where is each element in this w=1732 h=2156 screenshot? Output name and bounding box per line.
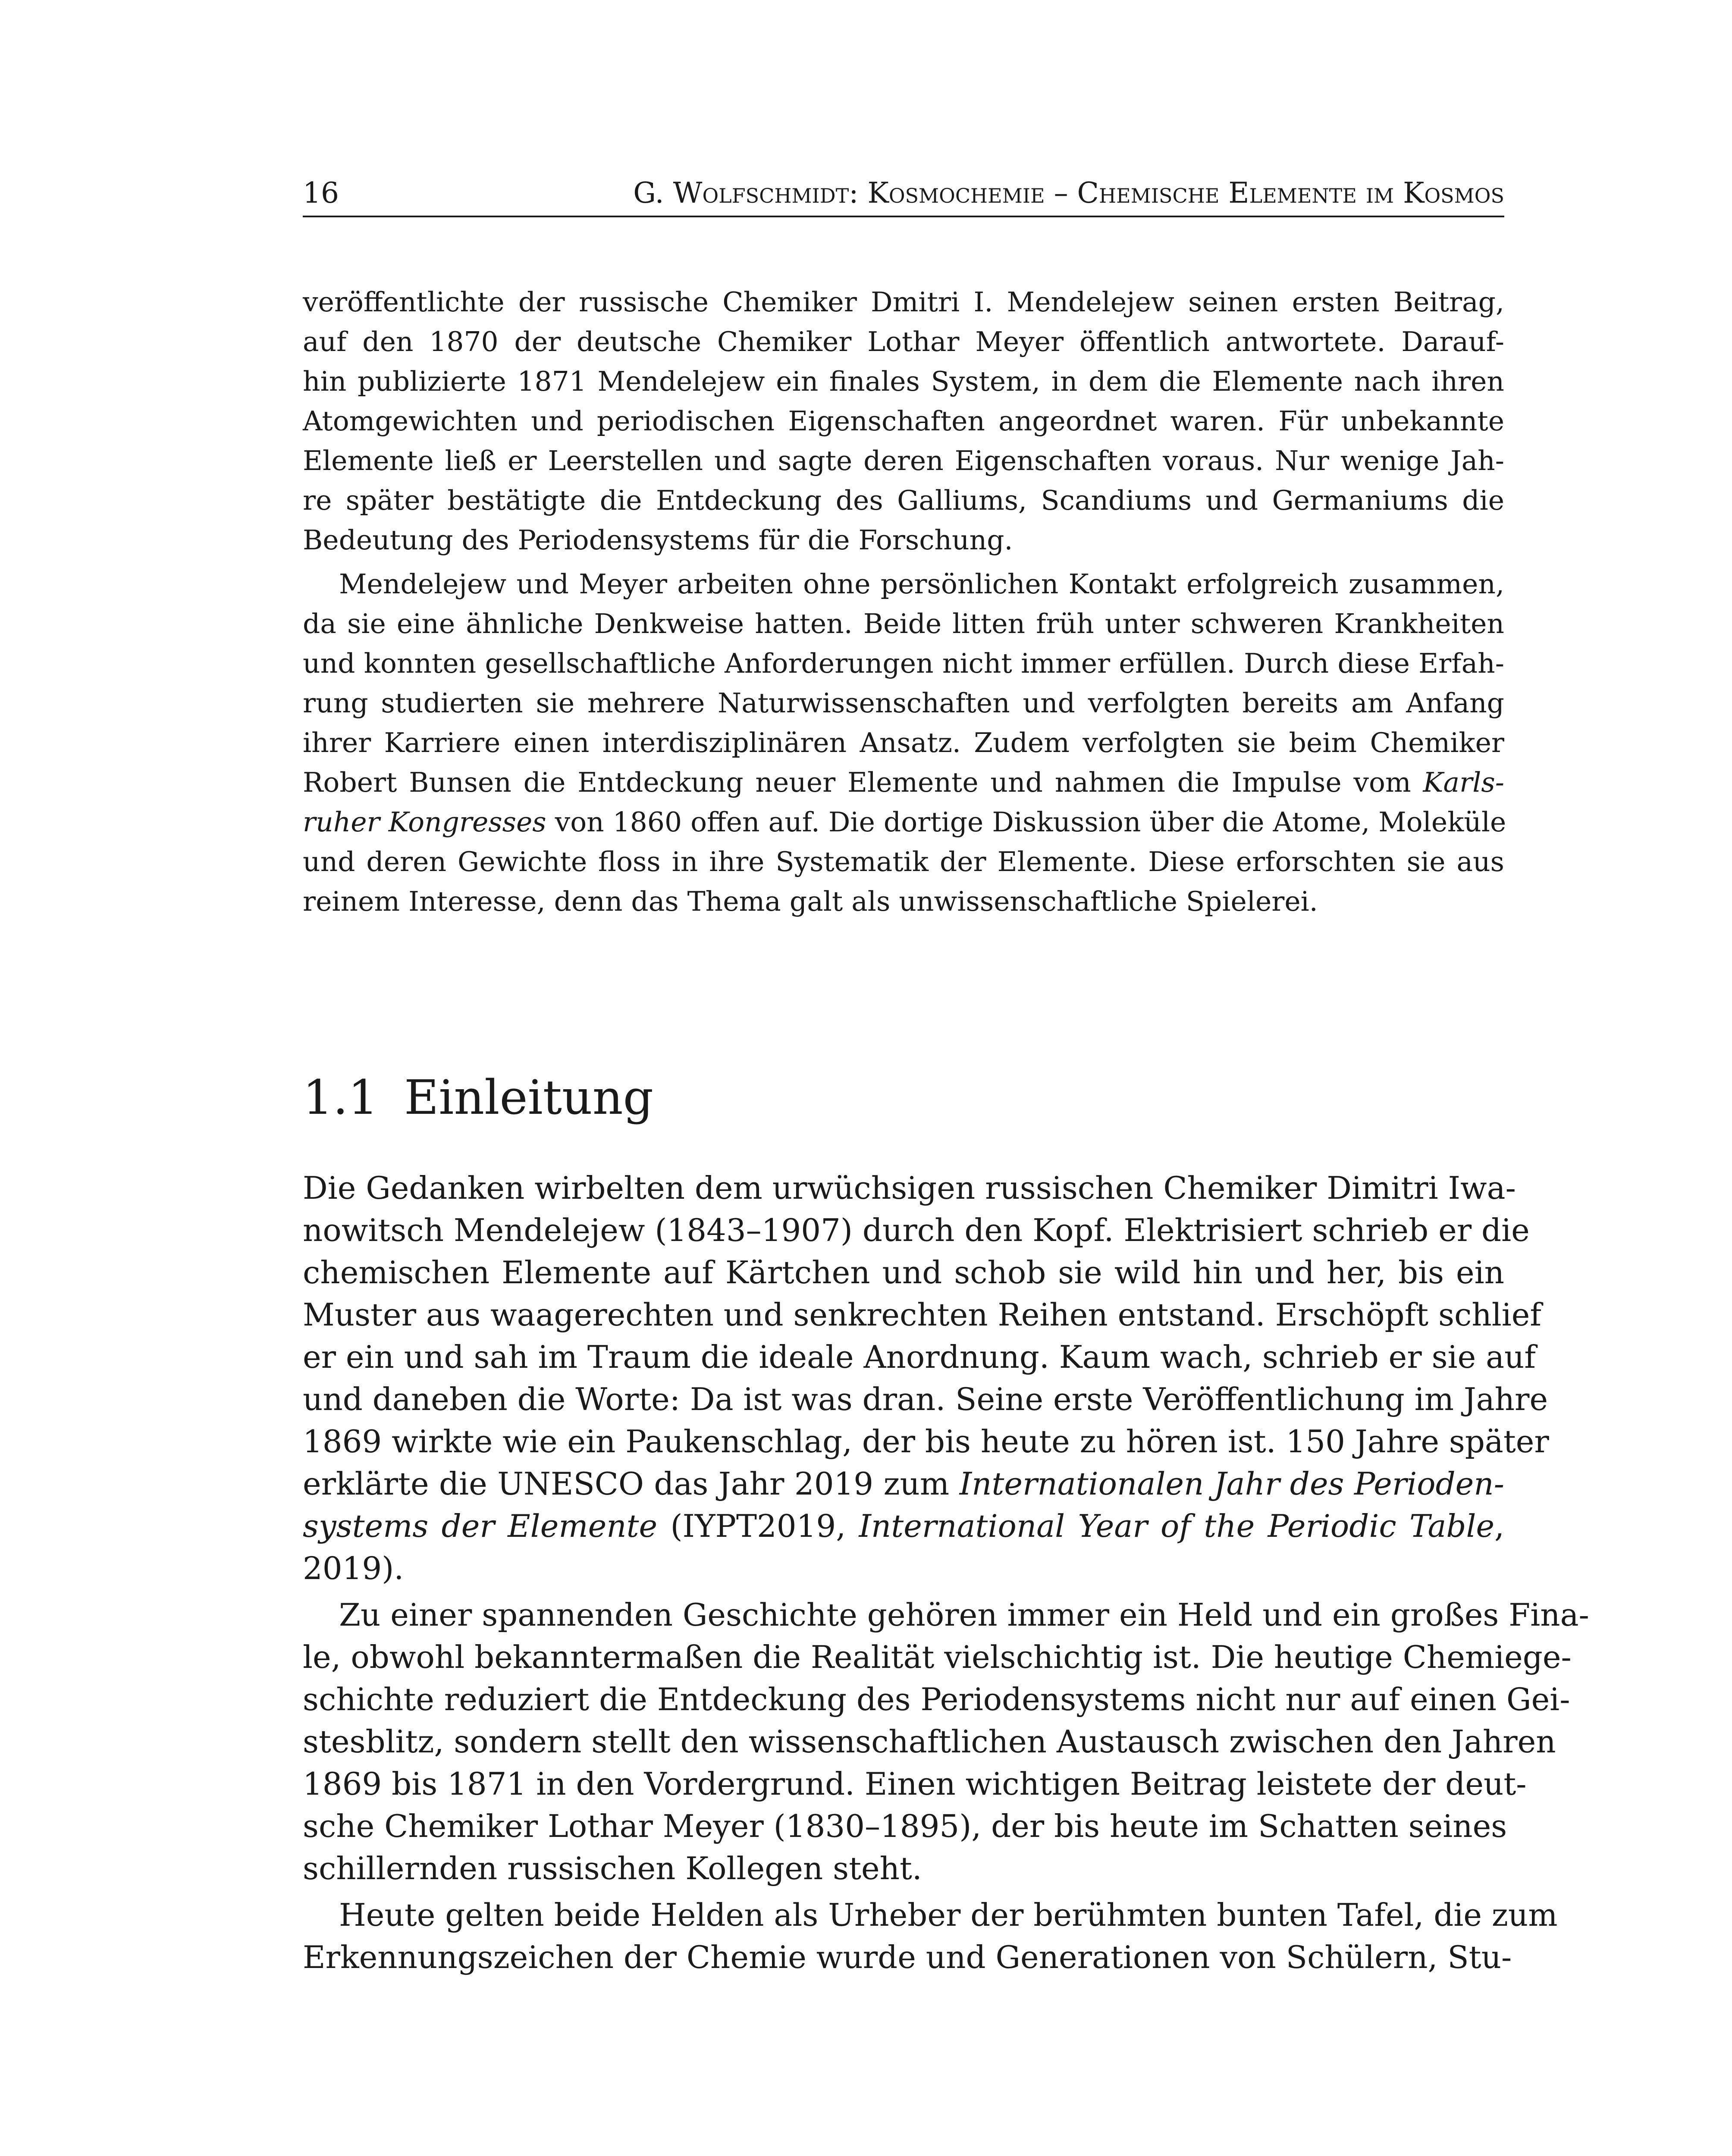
para4-line: sche Chemiker Lothar Meyer (1830–1895), der bis heute im Schatten seines (303, 1808, 1507, 1844)
running-header (303, 168, 1504, 217)
para3-line9-italic2: International Year of the Periodic Table (859, 1508, 1495, 1544)
para3-line: Muster aus waagerechten und senkrechten Reihen entstand. Erschöpft schlief (303, 1297, 1542, 1333)
para4-line: schillernden russischen Kollegen steht. (303, 1850, 922, 1887)
section-title: Einleitung (404, 1070, 654, 1125)
para5-line: Heute gelten beide Helden als Urheber der berühmten bunten Tafel, die zum (339, 1897, 1558, 1933)
para4-line: schichte reduziert die Entdeckung des Periodensystems nicht nur auf einen Gei- (303, 1681, 1570, 1717)
para3-line9-end: , (1494, 1508, 1504, 1544)
para2-line: da sie eine ähnliche Denkweise hatten. Beide litten früh unter schweren Krankheiten (303, 608, 1504, 639)
header-title: Kosmochemie – Chemische Elemente im Kosmos (867, 176, 1504, 210)
para2-line6-start: Robert Bunsen die Entdeckung neuer Elemente und nahmen die Impulse vom (303, 767, 1423, 798)
para3-line: 1869 wirkte wie ein Paukenschlag, der bis heute zu hören ist. 150 Jahre später (303, 1423, 1549, 1460)
para3-line (303, 1463, 1504, 1505)
para1-line: veröffentlichte der russische Chemiker Dmitri I. Mendelejew seinen ersten Beitrag, (303, 286, 1504, 318)
para3-line: Die Gedanken wirbelten dem urwüchsigen russischen Chemiker Dimitri Iwa- (303, 1170, 1516, 1206)
para2-line: ihrer Karriere einen interdisziplinären Ansatz. Zudem verfolgten sie beim Chemiker (303, 727, 1504, 758)
para2-line: und deren Gewichte floss in ihre Systematik der Elemente. Diese erforschten sie aus (303, 846, 1504, 877)
para3-line9-italic1: systems der Elemente (303, 1508, 658, 1544)
para1-line: hin publizierte 1871 Mendelejew ein finales System, in dem die Elemente nach ihren (303, 366, 1504, 397)
para3-line: nowitsch Mendelejew (1843–1907) durch den Kopf. Elektrisiert schrieb er die (303, 1212, 1530, 1248)
para1-line: Bedeutung des Periodensystems für die Forschung. (303, 524, 1013, 556)
section-number: 1.1 (303, 1070, 378, 1125)
para3-line: 2019). (303, 1550, 404, 1586)
para5-line: Erkennungszeichen der Chemie wurde und Generationen von Schülern, Stu- (303, 1939, 1512, 1975)
para2-line: Mendelejew und Meyer arbeiten ohne persönlichen Kontakt erfolgreich zusammen, (339, 568, 1504, 600)
para3-line8-italic: Internationalen Jahr des Perioden- (959, 1466, 1504, 1502)
para4-line: stesblitz, sondern stellt den wissenschaftlichen Austausch zwischen den Jahren (303, 1724, 1556, 1760)
header-author: G. Wolfschmidt: (633, 176, 859, 210)
para2-line: rung studierten sie mehrere Naturwissenschaften und verfolgten bereits am Anfang (303, 687, 1504, 719)
para1-line: re später bestätigte die Entdeckung des Galliums, Scandiums und Germaniums die (303, 485, 1504, 516)
page-number: 16 (303, 176, 339, 210)
para3-line: chemischen Elemente auf Kärtchen und schob sie wild hin und her, bis ein (303, 1254, 1504, 1291)
section-heading (303, 1065, 653, 1130)
para2-line: reinem Interesse, denn das Thema galt als unwissenschaftliche Spielerei. (303, 886, 1318, 917)
para3-line (303, 1505, 1504, 1547)
para3-line8-start: erklärte die UNESCO das Jahr 2019 zum (303, 1466, 960, 1502)
para2-line6-italic: Karls- (1423, 767, 1504, 798)
para4-line: le, obwohl bekanntermaßen die Realität vielschichtig ist. Die heutige Chemiege- (303, 1639, 1572, 1675)
para2-line (303, 763, 1504, 802)
running-title (633, 176, 1504, 210)
para3-line: er ein und sah im Traum die ideale Anordnung. Kaum wach, schrieb er sie auf (303, 1339, 1536, 1375)
para2-line7-end: von 1860 offen auf. Die dortige Diskussion über die Atome, Moleküle (546, 806, 1506, 838)
para2-line (303, 802, 1504, 842)
para3-line: und daneben die Worte: Da ist was dran. Seine erste Veröffentlichung im Jahre (303, 1381, 1548, 1417)
para1-line: auf den 1870 der deutsche Chemiker Lothar Meyer öffentlich antwortete. Darauf- (303, 326, 1504, 357)
para2-line7-italic: ruher Kongresses (303, 806, 546, 838)
para4-line: 1869 bis 1871 in den Vordergrund. Einen wichtigen Beitrag leistete der deut- (303, 1766, 1527, 1802)
para2-line: und konnten gesellschaftliche Anforderungen nicht immer erfüllen. Durch diese Erfah- (303, 648, 1504, 679)
para4-line: Zu einer spannenden Geschichte gehören immer ein Held und ein großes Fina- (339, 1597, 1589, 1633)
para1-line: Elemente ließ er Leerstellen und sagte deren Eigenschaften voraus. Nur wenige Jah- (303, 445, 1504, 476)
para3-line9-mid: (IYPT2019, (657, 1508, 859, 1544)
para1-line: Atomgewichten und periodischen Eigenschaften angeordnet waren. Für unbekannte (303, 405, 1504, 437)
